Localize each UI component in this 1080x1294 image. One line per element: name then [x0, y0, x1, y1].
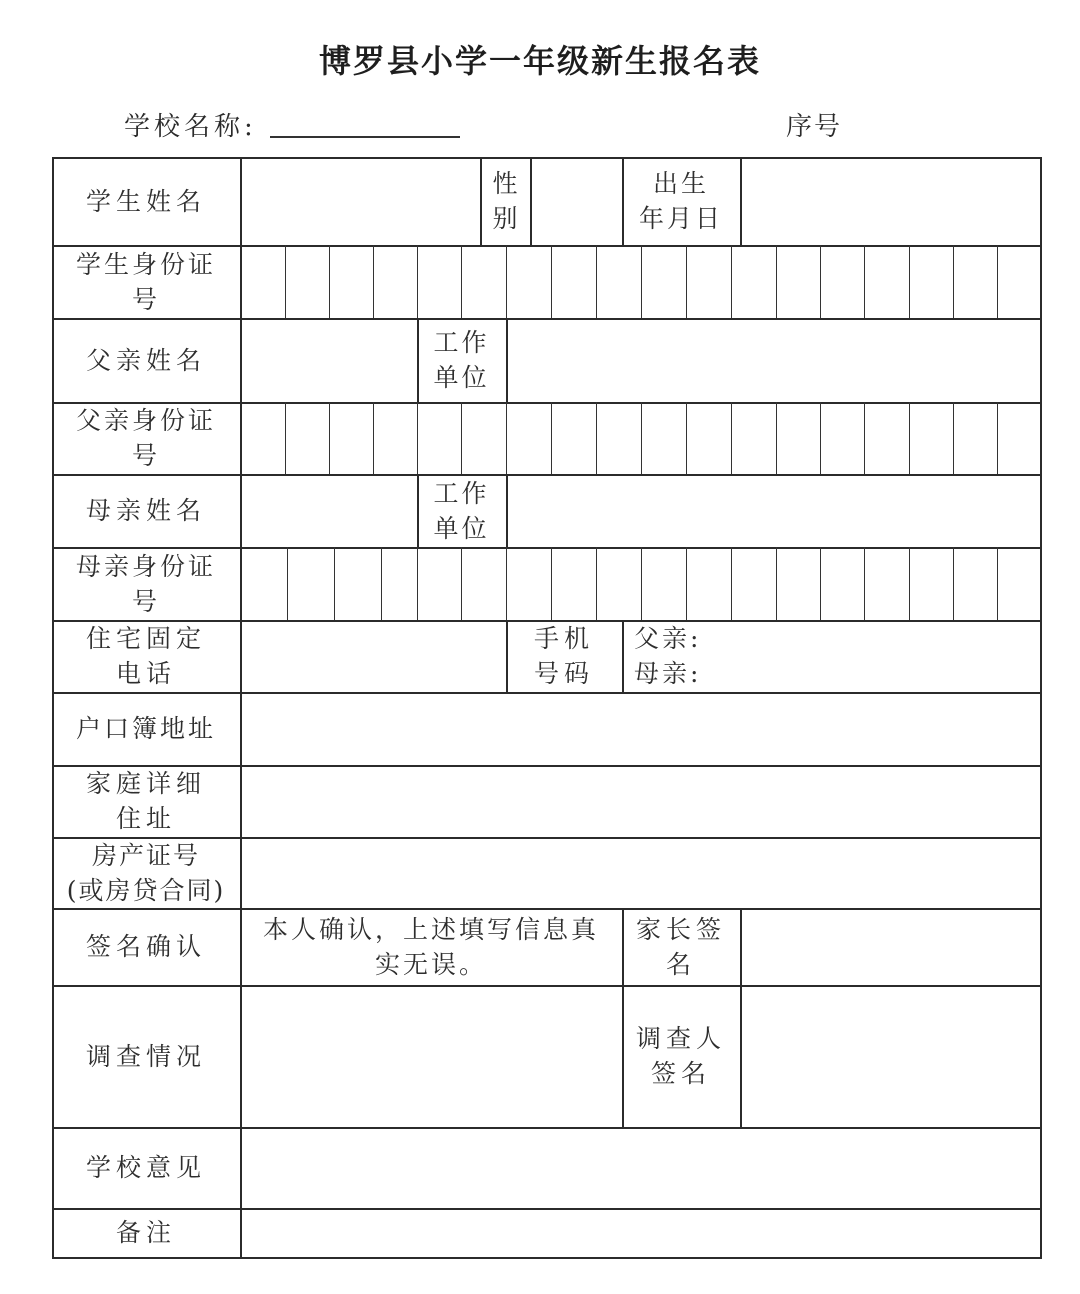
digit-box-divider: [461, 402, 462, 474]
digit-box-divider: [461, 245, 462, 318]
digit-box-divider: [731, 402, 732, 474]
remarks-label: 备注: [115, 1218, 176, 1247]
student-name-label: 学生姓名: [85, 186, 206, 216]
digit-box-divider: [864, 547, 865, 620]
school-opinion-label: 学校意见: [85, 1153, 206, 1182]
digit-box-divider: [686, 245, 687, 318]
hukou-address-label: 户口簿地址: [75, 714, 216, 743]
digit-box-divider: [953, 547, 954, 620]
digit-box-divider: [506, 245, 507, 318]
digit-box-divider: [551, 402, 552, 474]
digit-box-divider: [820, 402, 821, 474]
label-column-divider: [240, 157, 242, 1258]
digit-box-divider: [329, 245, 330, 318]
digit-box-divider: [596, 245, 597, 318]
father-name-label: 父亲姓名: [85, 345, 206, 375]
digit-box-divider: [285, 402, 286, 474]
digit-box-divider: [820, 547, 821, 620]
mobile-parents-label: 父亲: 母亲:: [634, 624, 702, 688]
digit-box-divider: [461, 547, 462, 620]
cell-divider: [740, 157, 742, 245]
digit-box-divider: [285, 245, 286, 318]
confirm-statement: 本人确认，上述填写信息真 实无误。: [262, 915, 599, 979]
home-phone-label: 住宅固定 电话: [85, 624, 206, 688]
cell-divider: [506, 474, 508, 547]
digit-box-divider: [596, 547, 597, 620]
digit-box-divider: [909, 402, 910, 474]
digit-box-divider: [287, 547, 288, 620]
digit-box-divider: [596, 402, 597, 474]
digit-box-divider: [776, 245, 777, 318]
digit-box-divider: [953, 245, 954, 318]
digit-box-divider: [731, 547, 732, 620]
digit-box-divider: [776, 402, 777, 474]
digit-box-divider: [329, 402, 330, 474]
digit-box-divider: [641, 547, 642, 620]
mother-id-label: 母亲身份证 号: [75, 551, 216, 616]
digit-box-divider: [776, 547, 777, 620]
father-id-label: 父亲身份证 号: [75, 406, 216, 470]
investigation-label: 调查情况: [85, 1041, 206, 1071]
digit-box-divider: [381, 547, 382, 620]
digit-box-divider: [864, 245, 865, 318]
digit-box-divider: [997, 547, 998, 620]
row-divider: [52, 1257, 1042, 1259]
student-id-label: 学生身份证 号: [75, 249, 216, 314]
cell-divider: [740, 985, 742, 1127]
digit-box-divider: [551, 547, 552, 620]
digit-box-divider: [953, 402, 954, 474]
parent-signature-label: 家长签 名: [635, 915, 726, 979]
home-address-label: 家庭详细 住址: [85, 769, 206, 833]
mother-work-unit-label: 工作 单位: [433, 478, 490, 543]
digit-box-divider: [686, 402, 687, 474]
digit-box-divider: [373, 245, 374, 318]
form-title: 博罗县小学一年级新生报名表: [318, 42, 761, 80]
school-name-label: 学校名称:: [124, 112, 257, 142]
digit-box-divider: [997, 402, 998, 474]
mobile-label: 手机 号码: [533, 624, 594, 688]
property-cert-label: 房产证号 (或房贷合同): [66, 840, 226, 905]
digit-box-divider: [820, 245, 821, 318]
birth-date-label: 出生 年月日: [638, 169, 723, 233]
digit-box-divider: [373, 402, 374, 474]
digit-box-divider: [506, 547, 507, 620]
digit-box-divider: [506, 402, 507, 474]
digit-box-divider: [864, 402, 865, 474]
cell-divider: [740, 908, 742, 985]
digit-box-divider: [641, 245, 642, 318]
gender-label: 性 别: [492, 169, 518, 233]
digit-box-divider: [686, 547, 687, 620]
signature-confirm-label: 签名确认: [85, 932, 206, 961]
cell-divider: [506, 318, 508, 402]
digit-box-divider: [417, 547, 418, 620]
digit-box-divider: [731, 245, 732, 318]
cell-divider: [530, 157, 532, 245]
digit-box-divider: [551, 245, 552, 318]
father-work-unit-label: 工作 单位: [433, 328, 490, 392]
digit-box-divider: [417, 245, 418, 318]
digit-box-divider: [417, 402, 418, 474]
digit-box-divider: [909, 547, 910, 620]
digit-box-divider: [997, 245, 998, 318]
digit-box-divider: [909, 245, 910, 318]
investigator-signature-label: 调查人 签名: [635, 1024, 726, 1088]
mother-name-label: 母亲姓名: [85, 496, 206, 525]
digit-box-divider: [641, 402, 642, 474]
serial-number-label: 序号: [786, 112, 843, 142]
digit-box-divider: [334, 547, 335, 620]
table-border-right: [1040, 157, 1042, 1258]
